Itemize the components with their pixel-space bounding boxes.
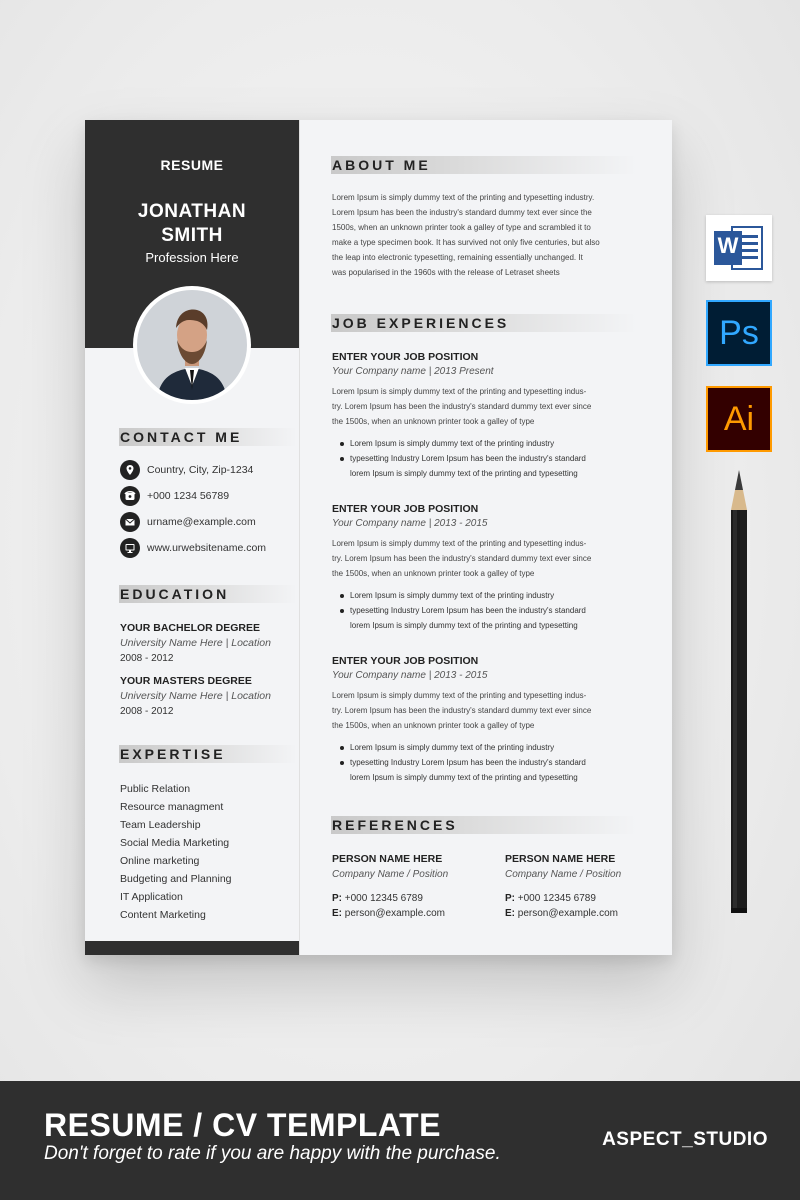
email-label: E: [505, 908, 515, 919]
phone-icon [120, 486, 140, 506]
monitor-icon [120, 538, 140, 558]
contact-website [120, 538, 266, 558]
envelope-icon [120, 512, 140, 532]
promo-banner [0, 1081, 800, 1200]
email-value: person@example.com [517, 908, 618, 919]
pencil-icon [728, 470, 750, 915]
jobs-heading: JOB EXPERIENCES [331, 314, 637, 332]
job-bullets [340, 588, 640, 633]
bullet-item: lorem Ipsum is simply dummy text of the printing and typesetting [350, 773, 578, 782]
sidebar-footer-band [85, 941, 299, 955]
expertise-list [120, 782, 295, 926]
job-line: try. Lorem Ipsum has been the industry's standard dummy text ever since [332, 402, 592, 411]
reference-name: PERSON NAME HERE [505, 853, 616, 865]
banner-subtitle: Don't forget to rate if you are happy with the purchase. [44, 1143, 501, 1164]
banner-title: RESUME / CV TEMPLATE [44, 1107, 441, 1143]
about-line: make a type specimen book. It has survived not only five centuries, but also [332, 238, 600, 247]
banner-brand: ASPECT_STUDIO [602, 1129, 768, 1150]
bullet-item: typesetting Industry Lorem Ipsum has been the industry's standard [340, 603, 640, 618]
job-line: the 1500s, when an unknown printer took a galley of type [332, 569, 535, 578]
resume-label: RESUME [160, 157, 224, 173]
contact-email [120, 512, 256, 532]
phone-label: P: [332, 893, 342, 904]
illustrator-icon: Ai [706, 386, 772, 452]
website-text: www.urwebsitename.com [147, 542, 267, 554]
about-line: was popularised in the 1960s with the release of Letraset sheets [332, 268, 560, 277]
bullet-item: Lorem Ipsum is simply dummy text of the printing industry [340, 740, 640, 755]
phone-text: +000 1234 56789 [147, 490, 230, 502]
bullet-item: typesetting Industry Lorem Ipsum has been the industry's standard [340, 755, 640, 770]
university: University Name Here | Location [120, 637, 271, 649]
contact-location [120, 460, 253, 480]
word-letter: W [717, 233, 739, 258]
phone-value: +000 12345 6789 [517, 893, 596, 904]
email-label: E: [332, 908, 342, 919]
job-line: try. Lorem Ipsum has been the industry's standard dummy text ever since [332, 554, 592, 563]
job-position: ENTER YOUR JOB POSITION [332, 503, 479, 515]
contact-phone [120, 486, 229, 506]
reference-entry [505, 852, 670, 921]
job-line: the 1500s, when an unknown printer took a galley of type [332, 417, 535, 426]
bullet-item: lorem Ipsum is simply dummy text of the printing and typesetting [350, 469, 578, 478]
phone-value: +000 12345 6789 [344, 893, 423, 904]
expertise-item: Content Marketing [120, 909, 206, 921]
last-name: SMITH [161, 225, 223, 246]
bullet-item: typesetting Industry Lorem Ipsum has been the industry's standard [340, 451, 640, 466]
about-line: the leap into electronic typesetting, remaining essentially unchanged. It [332, 253, 583, 262]
email-text: urname@example.com [147, 516, 256, 528]
job-line: the 1500s, when an unknown printer took a galley of type [332, 721, 535, 730]
education-heading: EDUCATION [119, 585, 297, 603]
reference-entry [332, 852, 497, 921]
job-description [332, 384, 642, 429]
job-company: Your Company name | 2013 - 2015 [332, 518, 488, 529]
job-company: Your Company name | 2013 - 2015 [332, 670, 488, 681]
job-bullets [340, 740, 640, 785]
job-line: Lorem Ipsum is simply dummy text of the printing and typesetting indus- [332, 539, 587, 548]
contact-heading: CONTACT ME [119, 428, 297, 446]
expertise-item: Social Media Marketing [120, 837, 230, 849]
education-entry [120, 674, 295, 719]
job-position: ENTER YOUR JOB POSITION [332, 655, 479, 667]
university: University Name Here | Location [120, 690, 271, 702]
expertise-item: Team Leadership [120, 819, 201, 831]
job-company: Your Company name | 2013 Present [332, 366, 494, 377]
references-heading: REFERENCES [331, 816, 637, 834]
degree: YOUR MASTERS DEGREE [120, 675, 252, 687]
bullet-item: lorem Ipsum is simply dummy text of the printing and typesetting [350, 621, 578, 630]
years: 2008 - 2012 [120, 706, 174, 717]
expertise-item: Resource managment [120, 801, 224, 813]
about-heading: ABOUT ME [331, 156, 637, 174]
first-name: JONATHAN [137, 201, 247, 222]
reference-phone [332, 891, 497, 906]
expertise-item: Public Relation [120, 783, 191, 795]
location-pin-icon [120, 460, 140, 480]
reference-name: PERSON NAME HERE [332, 853, 443, 865]
job-bullets [340, 436, 640, 481]
expertise-heading: EXPERTISE [119, 745, 297, 763]
photoshop-icon: Ps [706, 300, 772, 366]
job-line: Lorem Ipsum is simply dummy text of the printing and typesetting indus- [332, 691, 587, 700]
reference-email [332, 906, 497, 921]
job-line: Lorem Ipsum is simply dummy text of the printing and typesetting indus- [332, 387, 587, 396]
reference-phone [505, 891, 670, 906]
education-entry [120, 621, 295, 666]
word-icon [706, 215, 772, 281]
candidate-name [85, 200, 299, 248]
job-position: ENTER YOUR JOB POSITION [332, 351, 479, 363]
bullet-item: Lorem Ipsum is simply dummy text of the printing industry [340, 588, 640, 603]
profile-photo [133, 286, 251, 404]
reference-company: Company Name / Position [332, 869, 449, 880]
job-description [332, 688, 642, 733]
years: 2008 - 2012 [120, 653, 174, 664]
resume-sheet [85, 120, 672, 955]
expertise-item: IT Application [120, 891, 183, 903]
person-portrait-icon [137, 290, 247, 400]
reference-company: Company Name / Position [505, 869, 622, 880]
about-line: Lorem Ipsum is simply dummy text of the printing and typesetting industry. [332, 193, 595, 202]
reference-email [505, 906, 670, 921]
degree: YOUR BACHELOR DEGREE [120, 622, 261, 634]
about-line: Lorem Ipsum has been the industry's standard dummy text ever since the [332, 208, 592, 217]
expertise-item: Online marketing [120, 855, 200, 867]
column-divider [299, 120, 300, 955]
profession: Profession Here [145, 250, 239, 265]
job-line: try. Lorem Ipsum has been the industry's standard dummy text ever since [332, 706, 592, 715]
job-description [332, 536, 642, 581]
email-value: person@example.com [344, 908, 445, 919]
bullet-item: Lorem Ipsum is simply dummy text of the printing industry [340, 436, 640, 451]
phone-label: P: [505, 893, 515, 904]
about-text [332, 190, 642, 280]
about-line: 1500s, when an unknown printer took a galley of type and scrambled it to [332, 223, 591, 232]
location-text: Country, City, Zip-1234 [147, 464, 254, 476]
expertise-item: Budgeting and Planning [120, 873, 232, 885]
